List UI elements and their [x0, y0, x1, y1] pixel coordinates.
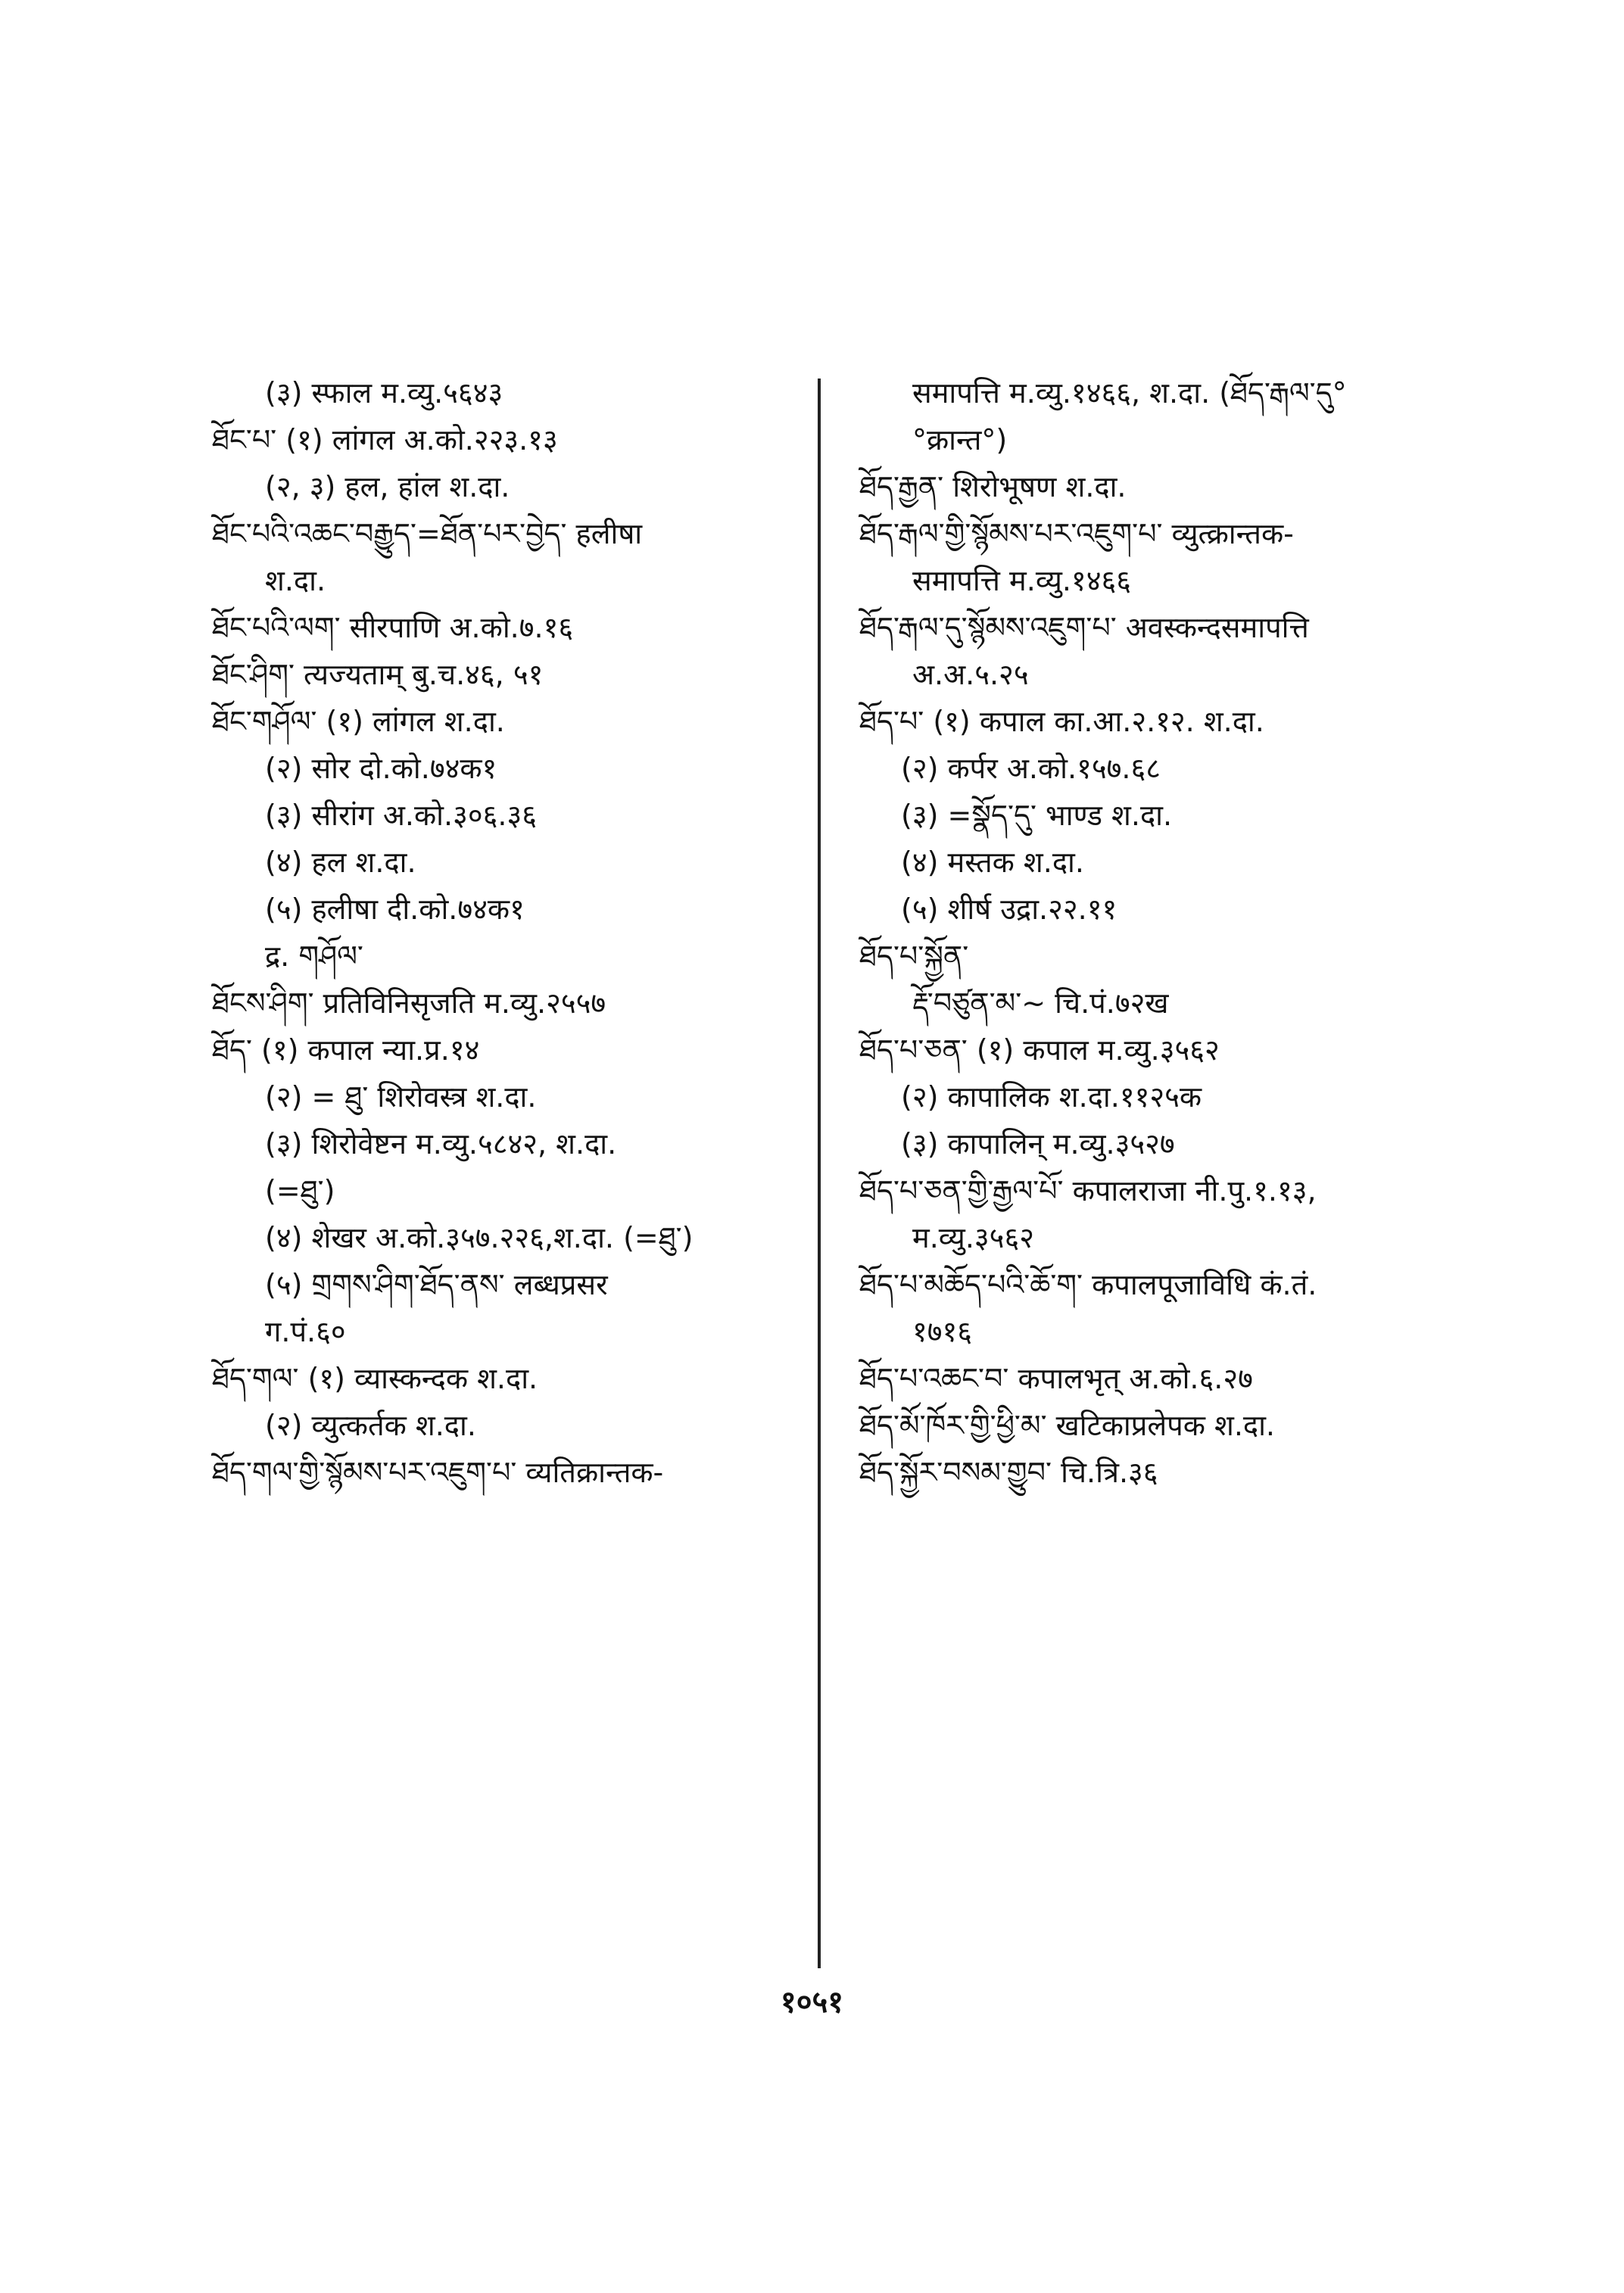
- left-column: [212, 376, 803, 1505]
- headword-entry: ཐོད་མོ་ཁོར་གྱི་ཕྱི་མ་ खटिकाप्रलेपक श.दा.: [859, 1409, 1276, 1442]
- headword-entry: ཐོད་པ་ཅན་ (१) कपाल म.व्यु.३५६२: [859, 1033, 1220, 1067]
- headword-entry: ཐོད་རྒལ་དུ་སྙོམས་འཇུག་པ་ अवस्कन्दसमापत्ति: [859, 611, 1309, 644]
- headword-entry: ཐོང་པ་ (१) लांगल अ.को.२२३.१३: [212, 423, 558, 456]
- column-divider: [818, 379, 821, 1968]
- sense-line: ग.पं.६०: [265, 1315, 346, 1348]
- sense-line: (२) कर्पर अ.को.१५७.६८: [901, 752, 1161, 785]
- sense-line: (=ཐུ་): [265, 1174, 335, 1207]
- sense-line: °क्रान्त°): [912, 423, 1008, 456]
- headword-entry: ཐོད་གལ་གྱི་སྙོམས་པར་འཇུག་པ་ व्यतिक्रान्तक-: [212, 1456, 664, 1489]
- sense-line: (३) शिरोवेष्टन म.व्यु.५८४२, श.दा.: [265, 1127, 617, 1161]
- sense-line: (३) =སྣོད་དུ་ भाण्ड श.दा.: [901, 799, 1173, 832]
- sense-line: རྡོ་བཙུན་མ་~ चि.पं.७२ख: [912, 986, 1169, 1020]
- sense-line: समापत्ति म.व्यु.१४६६: [912, 564, 1131, 597]
- headword-entry: ཐོང་གཤོལ་ (१) लांगल श.दा.: [212, 705, 505, 738]
- headword-entry: ཐོད་རྒལ་གྱི་སྙོམས་པར་འཇུག་པ་ व्युत्क्रान्तक-: [859, 517, 1294, 550]
- headword-entry: ཐོད་པ་ (१) कपाल का.आ.२.१२. श.दा.: [859, 705, 1264, 738]
- sense-line: (५) शीर्ष उद्रा.२२.११: [901, 893, 1117, 926]
- sense-line: (४) मस्तक श.दा.: [901, 846, 1084, 879]
- sense-line: (२) = ཐུ་ शिरोवस्त्र श.दा.: [265, 1080, 537, 1114]
- headword-entry: ཐོད་སྐྱོར་བསམ་གྱུབ་ चि.त्रि.३६: [859, 1456, 1158, 1489]
- sense-line: (२) सोर दो.को.७४क१: [265, 752, 497, 785]
- sense-line: (४) शेखर अ.को.३५७.२२६,श.दा. (=ཐུ་): [265, 1221, 694, 1254]
- sense-line: (२, ३) हल, हांल श.दा.: [265, 470, 510, 503]
- headword-entry: ཐོང་པའི་ལག་ सीरपाणि अ.को.७.१६: [212, 611, 574, 644]
- sense-line: (५) हलीषा दी.को.७४क१: [265, 893, 525, 926]
- page-number: १०५१: [780, 1985, 844, 2020]
- sense-line: (५) གྲགས་ཤིག་ཐོད་ནས་ लब्धप्रसर: [265, 1268, 608, 1301]
- headword-entry: ཐོད་པ་ཅན་གྱི་རྒྱལ་པོ་ कपालराजा नी.पु.१.१३,: [859, 1174, 1317, 1207]
- headword-entry: ཐོང་ཤིག་ त्यज्यताम् बु.च.४६, ५१: [212, 658, 544, 691]
- sense-line: श.दा.: [265, 564, 326, 597]
- sense-line: म.व्यु.३५६२: [912, 1221, 1034, 1254]
- sense-line: १७१६: [912, 1315, 973, 1348]
- headword-entry: ཐོད་པ་སྐྱོན་: [859, 939, 969, 973]
- sense-line: समापत्ति म.व्यु.१४६६, श.दा. (ཐོད་རྒལ་དུ°: [912, 376, 1347, 410]
- right-column: [859, 376, 1465, 1505]
- sense-line: (३) सीरांग अ.को.३०६.३६: [265, 799, 537, 832]
- sense-line: (२) व्युत्कर्तक श.दा.: [265, 1409, 476, 1442]
- headword-entry: ཐོད་རྒྱན་ शिरोभूषण श.दा.: [859, 470, 1127, 503]
- headword-entry: ཐོད་གལ་ (१) व्यास्कन्दक श.दा.: [212, 1362, 538, 1395]
- headword-entry: ཐོད་ (१) कपाल न्या.प्र.१४: [212, 1033, 480, 1067]
- sense-line: अ.अ.५.२५: [912, 658, 1029, 691]
- sense-line: (३) कापालिन् म.व्यु.३५२७: [901, 1127, 1175, 1161]
- sense-line: (३) स्फाल म.व्यु.५६४३: [265, 376, 503, 410]
- headword-entry: ཐོད་པ་མཆོད་པའི་ཆོ་ག་ कपालपूजाविधि कं.तं.: [859, 1268, 1317, 1301]
- headword-entry: ཐོངས་ཤིག་ प्रतिविनिसृजति म.व्यु.२५५७: [212, 986, 606, 1020]
- sense-line: (४) हल श.दा.: [265, 846, 416, 879]
- headword-entry: ཐོང་པའི་འཆང་བརྒྱུད་=ཐོན་པར་བྱེད་ हलीषा: [212, 517, 643, 550]
- sense-line: (२) कापालिक श.दा.११२५क: [901, 1080, 1202, 1114]
- sense-line: द्र. གཤོལ་: [265, 939, 363, 973]
- headword-entry: ཐོད་པ་འཆང་བ་ कपालभृत् अ.को.६.२७: [859, 1362, 1253, 1395]
